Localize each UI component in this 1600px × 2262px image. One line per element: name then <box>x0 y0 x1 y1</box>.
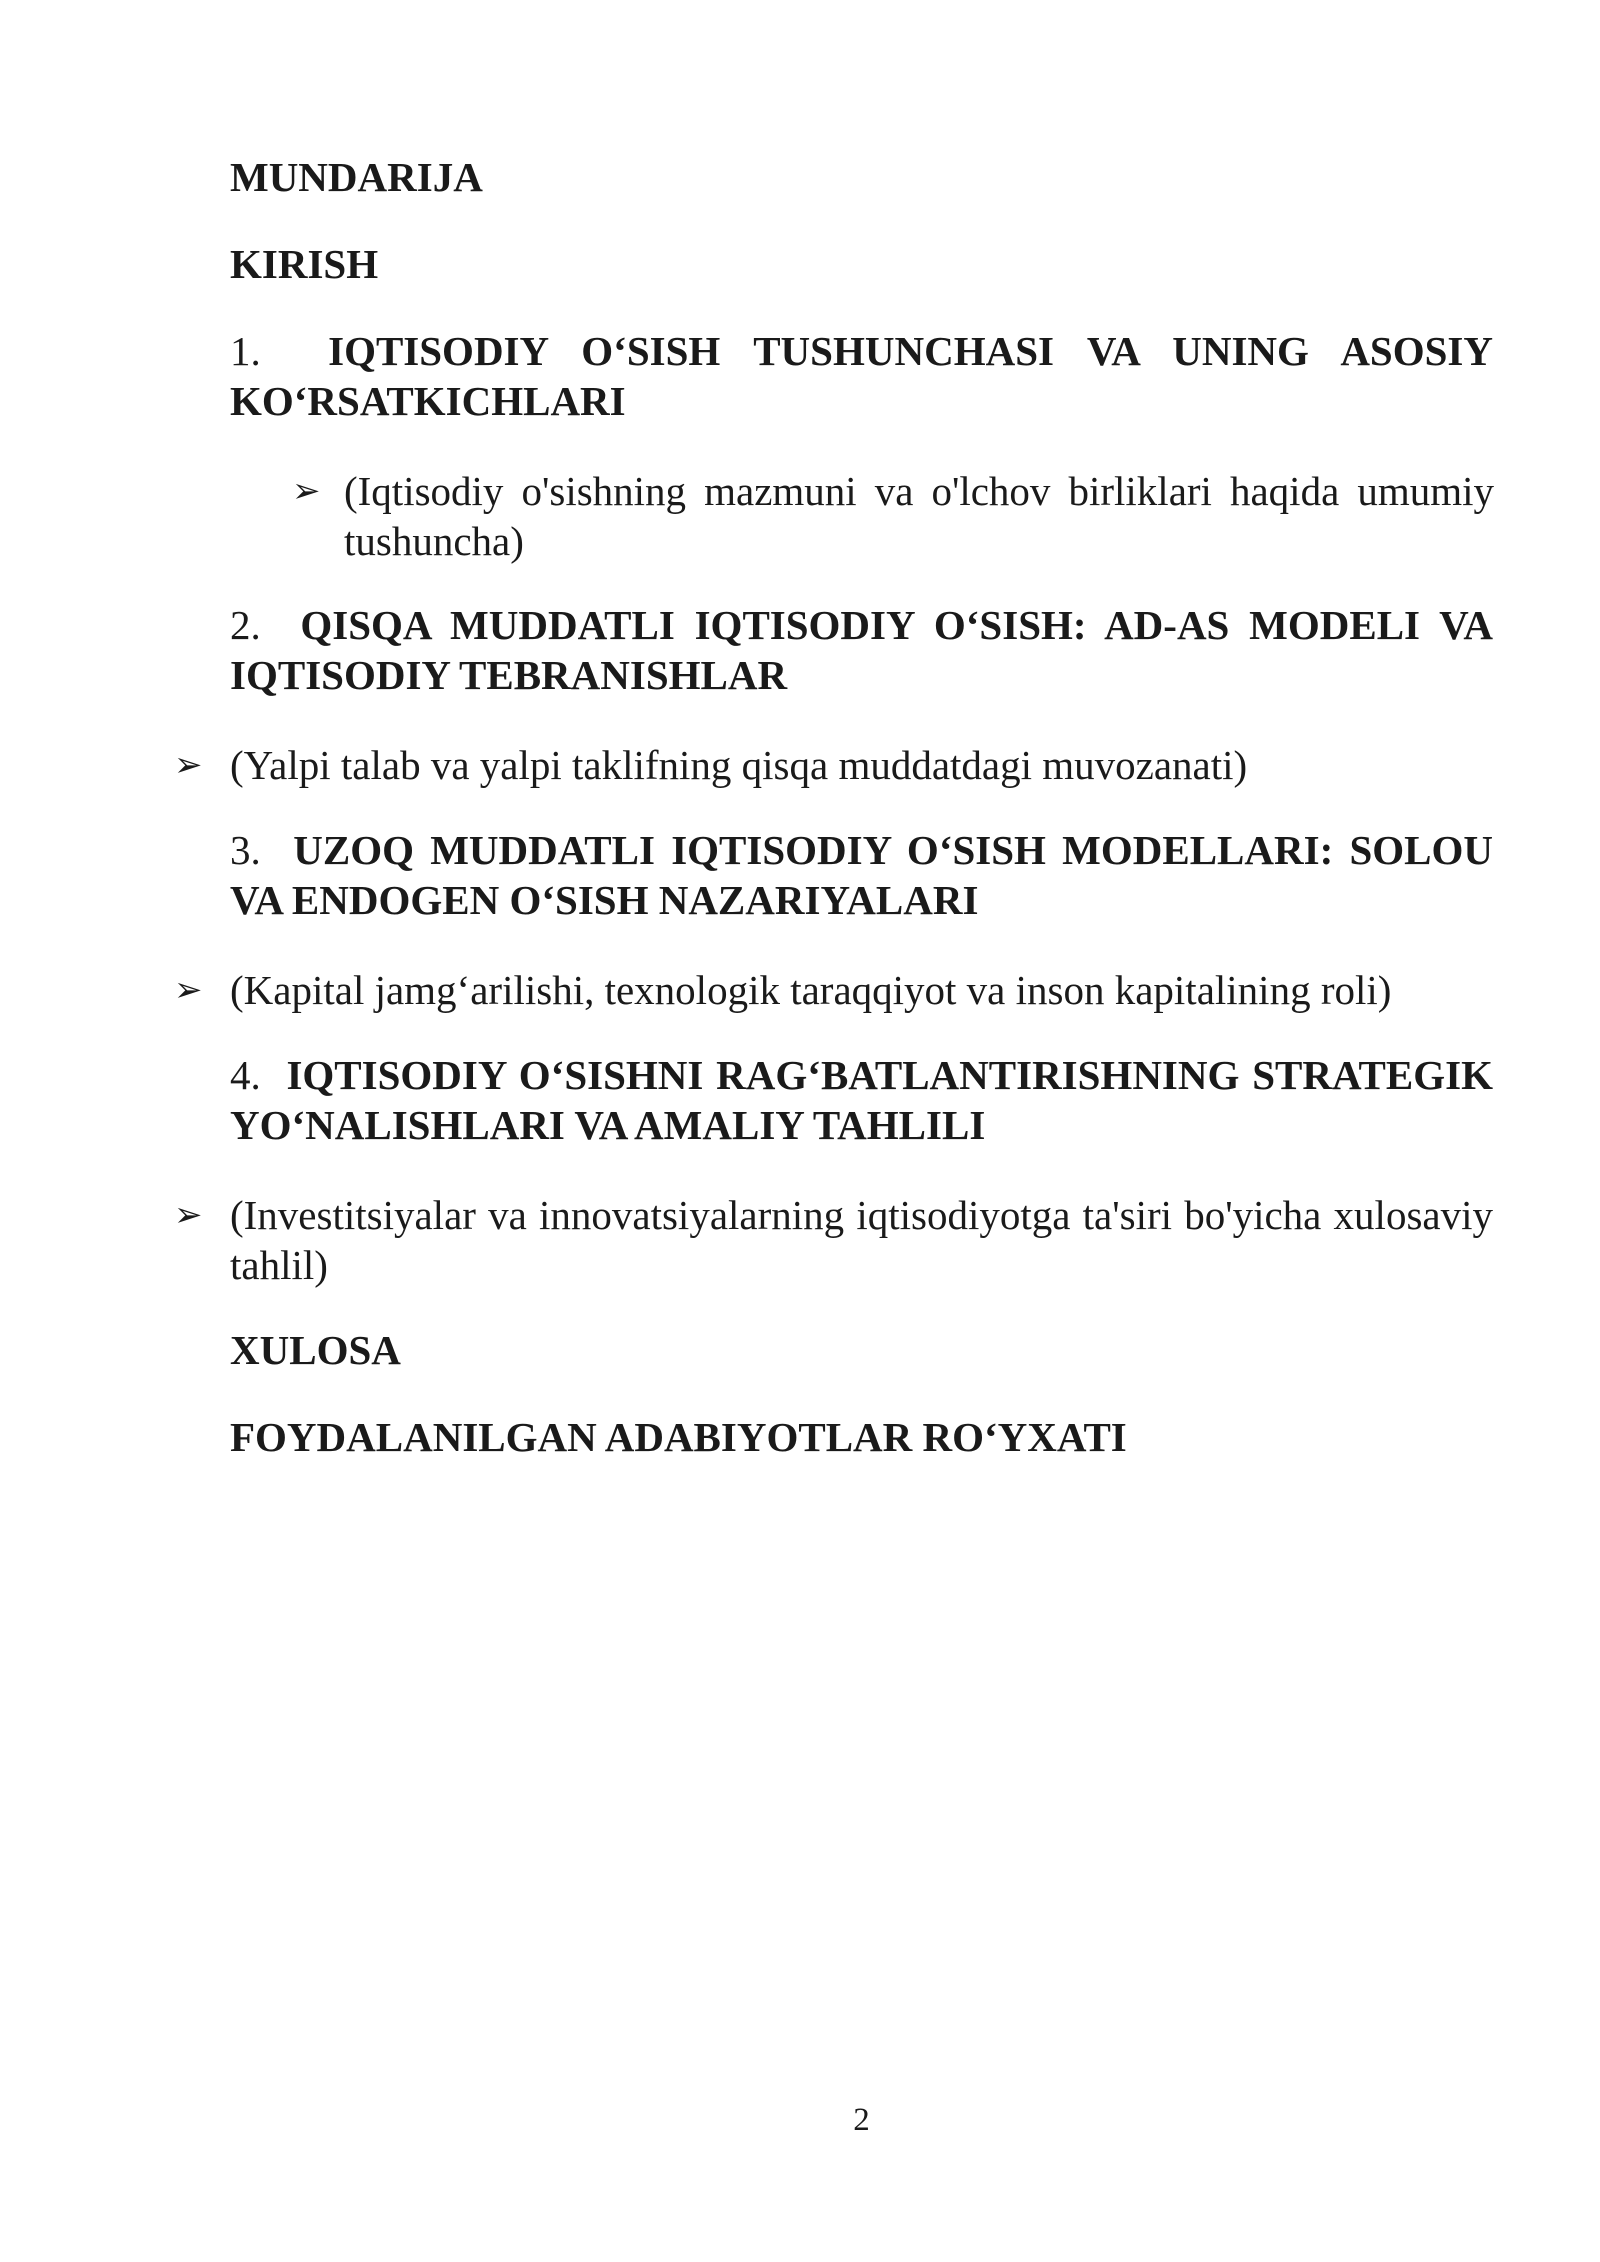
section-3-note: (Kapital jamg‘arilishi, texnologik taraqqiyot va inson kapitalining roli) <box>230 967 1392 1013</box>
toc-section-2 <box>230 600 1493 700</box>
section-title: IQTISODIY O‘SISH TUSHUNCHASI VA UNING ASOSIY KO‘RSATKICHLARI <box>230 328 1493 424</box>
page-number: 2 <box>853 2102 870 2138</box>
toc-intro: KIRISH <box>230 241 379 287</box>
toc-references: FOYDALANILGAN ADABIYOTLAR RO‘YXATI <box>230 1414 1127 1460</box>
arrowhead-bullet-icon: ➢ <box>292 471 321 511</box>
section-number: 2. <box>230 602 261 648</box>
toc-title: MUNDARIJA <box>230 154 483 200</box>
section-title: UZOQ MUDDATLI IQTISODIY O‘SISH MODELLARI: SOLOU VA ENDOGEN O‘SISH NAZARIYALARI <box>230 827 1493 923</box>
arrowhead-bullet-icon: ➢ <box>174 745 203 785</box>
section-number: 3. <box>230 827 261 873</box>
section-title: QISQA MUDDATLI IQTISODIY O‘SISH: AD-AS MODELI VA IQTISODIY TEBRANISHLAR <box>230 602 1494 698</box>
toc-conclusion: XULOSA <box>230 1327 401 1373</box>
section-number: 1. <box>230 328 261 374</box>
section-number: 4. <box>230 1052 261 1098</box>
section-1-note: (Iqtisodiy o'sishning mazmuni va o'lchov birliklari haqida umumiy tushuncha) <box>344 468 1494 564</box>
arrowhead-bullet-icon: ➢ <box>174 1195 203 1235</box>
arrowhead-bullet-icon: ➢ <box>174 970 203 1010</box>
toc-section-4 <box>230 1050 1493 1150</box>
section-4-note: (Investitsiyalar va innovatsiyalarning iqtisodiyotga ta'siri bo'yicha xulosaviy tahlil) <box>230 1192 1493 1288</box>
section-2-note: (Yalpi talab va yalpi taklifning qisqa muddatdagi muvozanati) <box>230 742 1248 788</box>
toc-section-3 <box>230 825 1493 925</box>
toc-section-1 <box>230 326 1493 426</box>
section-title: IQTISODIY O‘SISHNI RAG‘BATLANTIRISHNING STRATEGIK YO‘NALISHLARI VA AMALIY TAHLILI <box>230 1052 1493 1148</box>
